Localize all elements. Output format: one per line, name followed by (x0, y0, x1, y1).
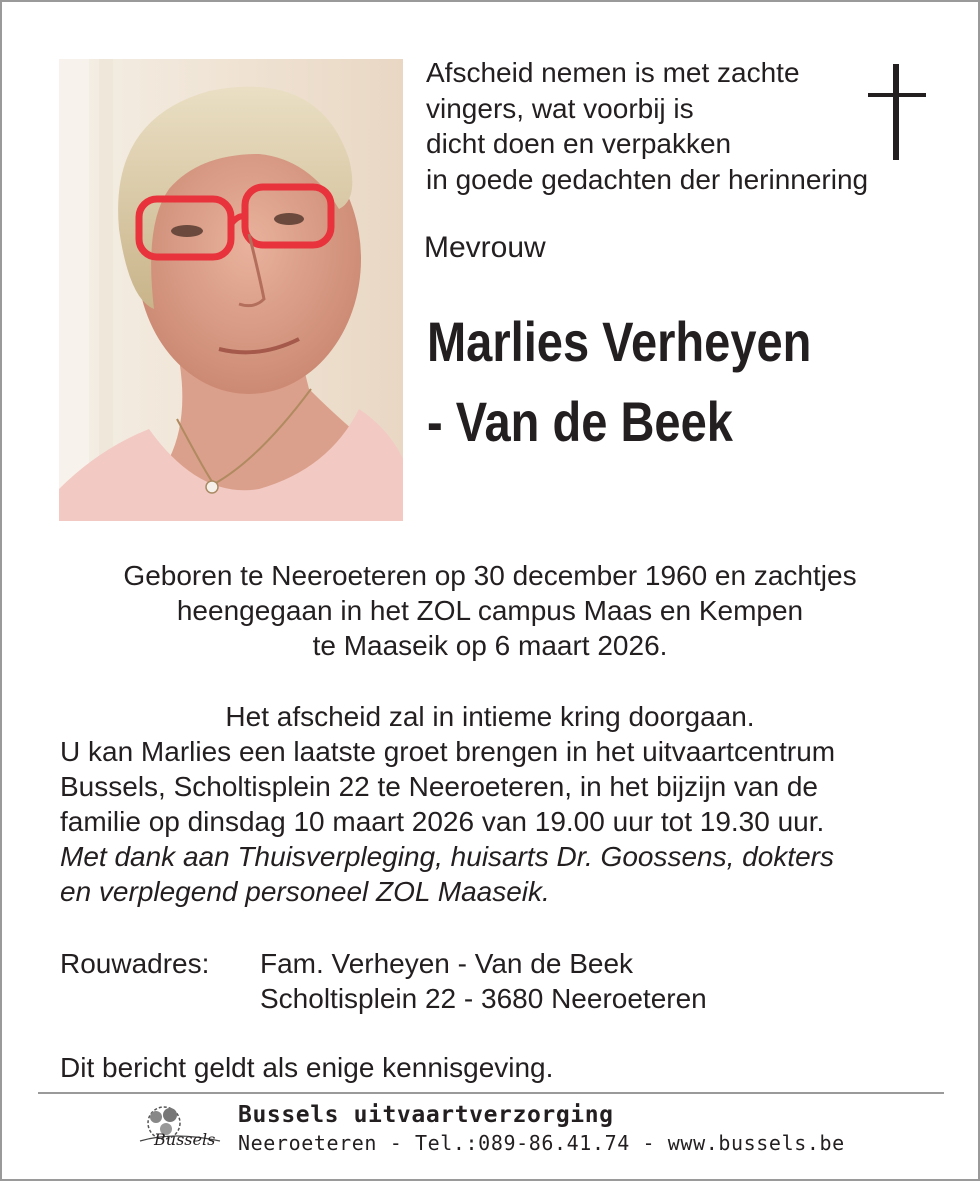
poem-line: in goede gedachten der herinnering (426, 163, 869, 195)
poem-line: vingers, wat voorbij is (426, 92, 694, 124)
birth-line: Geboren te Neeroeteren op 30 december 1960 en zachtjes (123, 560, 857, 591)
birth-line: heengegaan in het ZOL campus Maas en Kempen (176, 595, 804, 626)
portrait-photo (59, 59, 403, 521)
address-line: Scholtisplein 22 - 3680 Neeroeteren (260, 983, 707, 1014)
farewell-line: U kan Marlies een laatste groet brengen in het uitvaartcentrum (60, 736, 836, 767)
birth-line: te Maaseik op 6 maart 2026. (312, 630, 668, 661)
deceased-name (427, 302, 811, 462)
logo-text: Bussels (154, 1130, 216, 1149)
bussels-logo-icon (134, 1101, 226, 1157)
notice-text: Dit bericht geldt als enige kennisgeving. (60, 1052, 554, 1083)
name-line-1: Marlies Verheyen (427, 310, 812, 373)
thanks-line: Met dank aan Thuisverpleging, huisarts Dr. Goossens, dokters (60, 841, 835, 872)
mourning-address (260, 946, 707, 1016)
farewell-details (60, 734, 960, 909)
thanks-line: en verplegend personeel ZOL Maaseik. (60, 876, 550, 907)
cross-icon (868, 64, 926, 160)
company-name: Bussels uitvaartverzorging (238, 1102, 614, 1128)
poem-line: Afscheid nemen is met zachte (426, 57, 800, 88)
farewell-line: familie op dinsdag 10 maart 2026 van 19.00 uur tot 19.30 uur. (60, 806, 825, 837)
farewell-intro: Het afscheid zal in intieme kring doorgaan. (225, 701, 755, 732)
footer-divider (38, 1092, 944, 1094)
honorific: Mevrouw (424, 231, 546, 264)
farewell-line: Bussels, Scholtisplein 22 te Neeroeteren, in het bijzijn van de (60, 771, 818, 802)
address-line: Fam. Verheyen - Van de Beek (260, 948, 634, 979)
poem (426, 55, 926, 197)
address-label: Rouwadres: (60, 948, 210, 979)
poem-line: dicht doen en verpakken (426, 128, 732, 159)
company-contact: Neeroeteren - Tel.:089-86.41.74 - www.bussels.be (238, 1131, 845, 1155)
birth-death-info (2, 558, 978, 663)
name-line-2: - Van de Beek (427, 390, 733, 453)
